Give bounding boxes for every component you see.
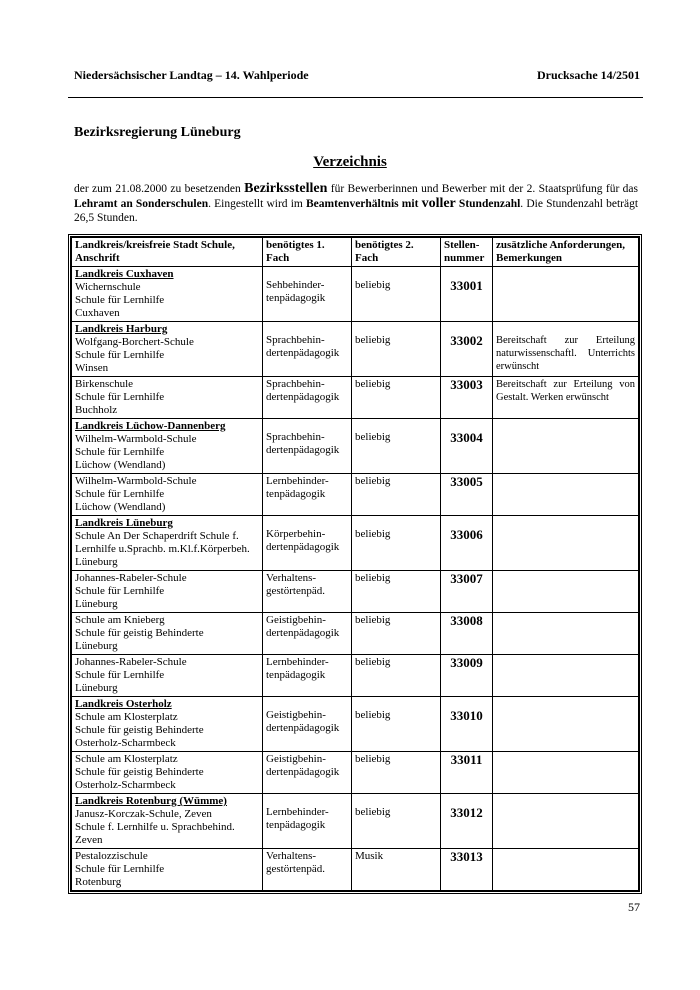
fach2-value: beliebig [355, 334, 391, 346]
fach1-value: Geistigbehin-dertenpädagogik [266, 753, 340, 778]
fach2-cell [352, 794, 441, 849]
school-address: Pestalozzischule Schule für Lernhilfe Rotenburg [75, 850, 165, 888]
fach1-cell [263, 516, 352, 571]
table-row [72, 322, 639, 377]
table-row [72, 419, 639, 474]
fach1-value: Sprachbehin-dertenpädagogik [266, 431, 340, 456]
school-address: Wolfgang-Borchert-Schule Schule für Lernhilfe Winsen [75, 336, 194, 374]
fach1-cell [263, 474, 352, 516]
school-cell [72, 419, 263, 474]
remarks-cell [493, 377, 639, 419]
district-name: Landkreis Osterholz [75, 698, 172, 710]
fach2-cell [352, 516, 441, 571]
table-row [72, 655, 639, 697]
school-cell [72, 571, 263, 613]
school-address: Schule am Knieberg Schule für geistig Behinderte Lüneburg [75, 614, 204, 652]
school-cell [72, 613, 263, 655]
fach1-value: Lernbehinder-tenpädagogik [266, 475, 329, 500]
fach2-value: Musik [355, 850, 384, 862]
fach2-value: beliebig [355, 614, 391, 626]
remarks-cell [493, 655, 639, 697]
remarks-cell [493, 571, 639, 613]
table-row [72, 516, 639, 571]
intro-text-5: . Eingestellt wird im [208, 197, 307, 210]
remarks-value: Bereitschaft zur Erteilung naturwissenschaftl. Unterrichts erwünscht [496, 335, 635, 372]
fach1-cell [263, 752, 352, 794]
remarks-cell [493, 419, 639, 474]
school-address: Wilhelm-Warmbold-Schule Schule für Lernhilfe Lüchow (Wendland) [75, 433, 197, 471]
district-name: Landkreis Cuxhaven [75, 268, 174, 280]
fach1-value: Verhaltens-gestörtenpäd. [266, 572, 325, 597]
document-title-text: Verzeichnis [313, 154, 387, 170]
fach2-value: beliebig [355, 656, 391, 668]
fach2-value: beliebig [355, 709, 391, 721]
school-address: Schule am Klosterplatz Schule für geistig Behinderte Osterholz-Scharmbeck [75, 753, 204, 791]
remarks-cell [493, 697, 639, 752]
remarks-value: Bereitschaft zur Erteilung von Gestalt. Werken erwünscht [496, 379, 635, 403]
fach2-cell [352, 377, 441, 419]
position-number: 33008 [441, 613, 493, 655]
position-number: 33013 [441, 849, 493, 891]
school-cell [72, 697, 263, 752]
district-name: Landkreis Rotenburg (Wümme) [75, 795, 227, 807]
remarks-cell [493, 794, 639, 849]
fach2-cell [352, 474, 441, 516]
school-cell [72, 794, 263, 849]
table-row [72, 571, 639, 613]
fach2-value: beliebig [355, 528, 391, 540]
table-row [72, 697, 639, 752]
school-cell [72, 752, 263, 794]
fach2-cell [352, 322, 441, 377]
fach2-cell [352, 752, 441, 794]
intro-bezirksstellen: Bezirksstellen [244, 181, 328, 196]
position-number: 33003 [441, 377, 493, 419]
school-cell [72, 849, 263, 891]
table-row [72, 474, 639, 516]
fach1-cell [263, 697, 352, 752]
intro-voller: voller [421, 195, 456, 211]
school-cell [72, 267, 263, 322]
header-school: Landkreis/kreisfreie Stadt Schule, Anschrift [72, 238, 263, 267]
fach1-value: Verhaltens-gestörtenpäd. [266, 850, 325, 875]
position-number: 33005 [441, 474, 493, 516]
fach1-value: Sprachbehin-dertenpädagogik [266, 378, 340, 403]
page-number: 57 [628, 900, 640, 914]
intro-stundenzahl: Stundenzahl [455, 197, 521, 210]
fach1-value: Sehbehinder-tenpädagogik [266, 279, 326, 304]
district-name: Landkreis Harburg [75, 323, 168, 335]
header-fach2: benötigtes 2. Fach [352, 238, 441, 267]
fach2-value: beliebig [355, 378, 391, 390]
document-title [0, 153, 700, 171]
remarks-cell [493, 516, 639, 571]
school-address: Wichernschule Schule für Lernhilfe Cuxhaven [75, 281, 165, 319]
fach1-cell [263, 419, 352, 474]
school-address: Schule An Der Schaperdrift Schule f. Lernhilfe u.Sprachb. m.Kl.f.Körperbeh. Lüneburg [75, 530, 250, 568]
school-cell [72, 322, 263, 377]
intro-lehramt: Lehramt an Sonderschulen [74, 197, 209, 210]
fach2-value: beliebig [355, 753, 391, 765]
school-address: Johannes-Rabeler-Schule Schule für Lernhilfe Lüneburg [75, 656, 187, 694]
remarks-cell [493, 322, 639, 377]
fach1-cell [263, 571, 352, 613]
position-number: 33006 [441, 516, 493, 571]
remarks-cell [493, 849, 639, 891]
header-parliament: Niedersächsischer Landtag – 14. Wahlperiode [74, 68, 309, 82]
position-number: 33007 [441, 571, 493, 613]
position-number: 33002 [441, 322, 493, 377]
district-name: Landkreis Lüchow-Dannenberg [75, 420, 226, 432]
fach1-value: Lernbehinder-tenpädagogik [266, 656, 329, 681]
fach1-cell [263, 794, 352, 849]
fach2-value: beliebig [355, 431, 391, 443]
fach1-cell [263, 655, 352, 697]
intro-text-3: für Bewerberinnen und Bewerber mit der 2. Staatsprüfung für das [327, 183, 638, 195]
school-address: Janusz-Korczak-Schule, Zeven Schule f. Lernhilfe u. Sprachbehind. Zeven [75, 808, 235, 846]
intro-text-9: . Die Stundenzahl beträgt 26,5 Stunden. [74, 197, 639, 224]
fach2-cell [352, 613, 441, 655]
position-number: 33004 [441, 419, 493, 474]
fach2-value: beliebig [355, 572, 391, 584]
school-address: Wilhelm-Warmbold-Schule Schule für Lernhilfe Lüchow (Wendland) [75, 475, 197, 513]
fach1-value: Körperbehin-dertenpädagogik [266, 528, 340, 553]
position-number: 33010 [441, 697, 493, 752]
school-cell [72, 474, 263, 516]
fach2-cell [352, 419, 441, 474]
position-number: 33011 [441, 752, 493, 794]
intro-paragraph [74, 182, 638, 226]
district-name: Landkreis Lüneburg [75, 517, 173, 529]
header-number: Stellen-nummer [441, 238, 493, 267]
fach1-cell [263, 322, 352, 377]
remarks-cell [493, 752, 639, 794]
table-row [72, 377, 639, 419]
fach2-value: beliebig [355, 475, 391, 487]
school-cell [72, 516, 263, 571]
fach1-value: Geistigbehin-dertenpädagogik [266, 614, 340, 639]
school-cell [72, 377, 263, 419]
table-row [72, 849, 639, 891]
fach2-cell [352, 267, 441, 322]
remarks-cell [493, 613, 639, 655]
header-fach1: benötigtes 1. Fach [263, 238, 352, 267]
table-header-row [72, 238, 639, 267]
fach2-cell [352, 849, 441, 891]
intro-beamtenverhaeltnis: Beamtenverhältnis mit [306, 197, 422, 210]
fach2-cell [352, 571, 441, 613]
position-number: 33001 [441, 267, 493, 322]
table-row [72, 794, 639, 849]
fach1-value: Geistigbehin-dertenpädagogik [266, 709, 340, 734]
fach1-cell [263, 377, 352, 419]
school-address: Johannes-Rabeler-Schule Schule für Lernhilfe Lüneburg [75, 572, 187, 610]
table-row [72, 267, 639, 322]
fach2-cell [352, 655, 441, 697]
fach2-value: beliebig [355, 279, 391, 291]
position-number: 33012 [441, 794, 493, 849]
fach1-cell [263, 267, 352, 322]
fach1-value: Lernbehinder-tenpädagogik [266, 806, 329, 831]
school-address: Birkenschule Schule für Lernhilfe Buchholz [75, 378, 165, 416]
school-address: Schule am Klosterplatz Schule für geistig Behinderte Osterholz-Scharmbeck [75, 711, 204, 749]
table-row [72, 752, 639, 794]
position-number: 33009 [441, 655, 493, 697]
intro-text-1: der zum 21.08.2000 zu besetzenden [74, 183, 245, 195]
school-cell [72, 655, 263, 697]
header-document-number: Drucksache 14/2501 [537, 68, 640, 82]
header-divider [68, 97, 643, 98]
fach1-value: Sprachbehin-dertenpädagogik [266, 334, 340, 359]
fach2-value: beliebig [355, 806, 391, 818]
positions-table [68, 234, 642, 894]
remarks-cell [493, 267, 639, 322]
fach1-cell [263, 849, 352, 891]
table-row [72, 613, 639, 655]
authority-title: Bezirksregierung Lüneburg [74, 125, 241, 140]
fach1-cell [263, 613, 352, 655]
header-remarks: zusätzliche Anforderungen, Bemerkungen [493, 238, 639, 267]
fach2-cell [352, 697, 441, 752]
remarks-cell [493, 474, 639, 516]
